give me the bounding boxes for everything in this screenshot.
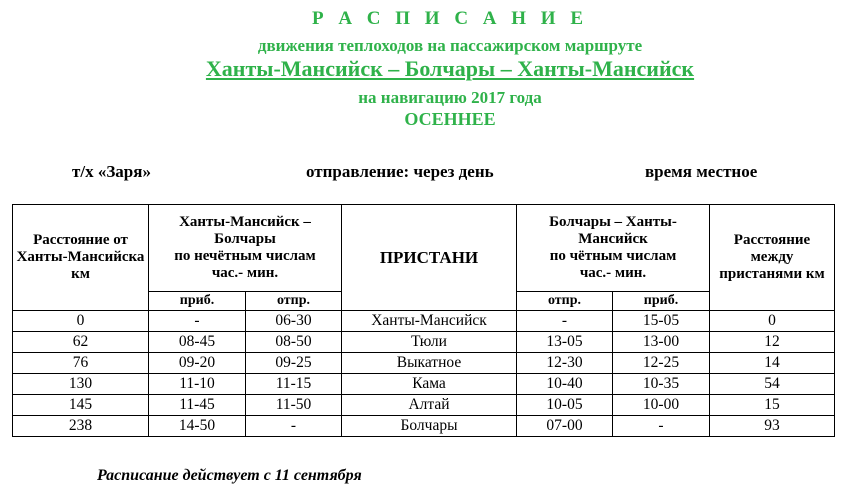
cell-forward-dep: 11-50 — [246, 395, 342, 416]
cell-distance: 0 — [13, 311, 149, 332]
cell-pier: Выкатное — [342, 353, 517, 374]
header-distance-from: Расстояние от Ханты-Мансийска км — [13, 205, 149, 311]
table-row — [13, 374, 835, 395]
header-back-dep: отпр. — [517, 292, 613, 311]
cell-back-arr: 10-00 — [613, 395, 710, 416]
cell-between: 14 — [710, 353, 835, 374]
cell-forward-arr: 14-50 — [149, 416, 246, 437]
cell-distance: 238 — [13, 416, 149, 437]
cell-distance: 76 — [13, 353, 149, 374]
cell-back-dep: 10-40 — [517, 374, 613, 395]
cell-pier: Алтай — [342, 395, 517, 416]
doc-title: Р А С П И С А Н И Е — [311, 8, 589, 29]
cell-back-dep: 13-05 — [517, 332, 613, 353]
cell-forward-dep: 09-25 — [246, 353, 342, 374]
cell-pier: Кама — [342, 374, 517, 395]
cell-forward-arr: 09-20 — [149, 353, 246, 374]
header-forward — [149, 205, 342, 292]
header-back-sub: по чётным числам — [549, 248, 677, 264]
schedule-table — [12, 204, 835, 437]
cell-back-arr: 13-00 — [613, 332, 710, 353]
table-row — [13, 332, 835, 353]
header-back-unit: час.- мин. — [579, 265, 647, 281]
header-back-arr: приб. — [613, 292, 710, 311]
cell-distance: 145 — [13, 395, 149, 416]
cell-between: 0 — [710, 311, 835, 332]
table-row — [13, 353, 835, 374]
cell-pier: Болчары — [342, 416, 517, 437]
cell-back-dep: 07-00 — [517, 416, 613, 437]
cell-forward-dep: - — [246, 416, 342, 437]
cell-forward-dep: 11-15 — [246, 374, 342, 395]
table-row — [13, 416, 835, 437]
cell-forward-arr: 08-45 — [149, 332, 246, 353]
cell-between: 54 — [710, 374, 835, 395]
doc-subtitle: движения теплоходов на пассажирском маршруте — [257, 36, 643, 55]
cell-pier: Тюли — [342, 332, 517, 353]
route-title: Ханты-Мансийск – Болчары – Ханты-Мансийск — [205, 56, 695, 81]
departure-frequency: отправление: через день — [306, 162, 494, 181]
cell-between: 15 — [710, 395, 835, 416]
cell-forward-arr: 11-45 — [149, 395, 246, 416]
header-forward-dep: отпр. — [246, 292, 342, 311]
header-piers: ПРИСТАНИ — [342, 205, 517, 311]
table-row — [13, 395, 835, 416]
cell-back-arr: - — [613, 416, 710, 437]
cell-pier: Ханты-Мансийск — [342, 311, 517, 332]
header-forward-unit: час.- мин. — [211, 265, 279, 281]
cell-forward-dep: 08-50 — [246, 332, 342, 353]
header-back — [517, 205, 710, 292]
cell-back-arr: 15-05 — [613, 311, 710, 332]
cell-forward-arr: - — [149, 311, 246, 332]
header-forward-title: Ханты-Мансийск – Болчары — [179, 214, 311, 247]
navigation-year: на навигацию 2017 года — [358, 88, 542, 107]
cell-between: 93 — [710, 416, 835, 437]
cell-back-arr: 10-35 — [613, 374, 710, 395]
header-forward-sub: по нечётным числам — [174, 248, 316, 264]
header-distance-between: Расстояние между пристанями км — [710, 205, 835, 311]
validity-note: Расписание действует с 11 сентября — [97, 467, 362, 484]
cell-back-dep: 12-30 — [517, 353, 613, 374]
vessel-name: т/х «Заря» — [72, 162, 151, 181]
header-back-title: Болчары – Ханты-Мансийск — [549, 214, 677, 247]
cell-between: 12 — [710, 332, 835, 353]
cell-distance: 130 — [13, 374, 149, 395]
season-label: ОСЕННЕЕ — [404, 109, 496, 129]
cell-back-arr: 12-25 — [613, 353, 710, 374]
time-note: время местное — [645, 162, 758, 181]
cell-distance: 62 — [13, 332, 149, 353]
cell-back-dep: - — [517, 311, 613, 332]
header-forward-arr: приб. — [149, 292, 246, 311]
cell-forward-arr: 11-10 — [149, 374, 246, 395]
cell-back-dep: 10-05 — [517, 395, 613, 416]
table-row — [13, 311, 835, 332]
cell-forward-dep: 06-30 — [246, 311, 342, 332]
